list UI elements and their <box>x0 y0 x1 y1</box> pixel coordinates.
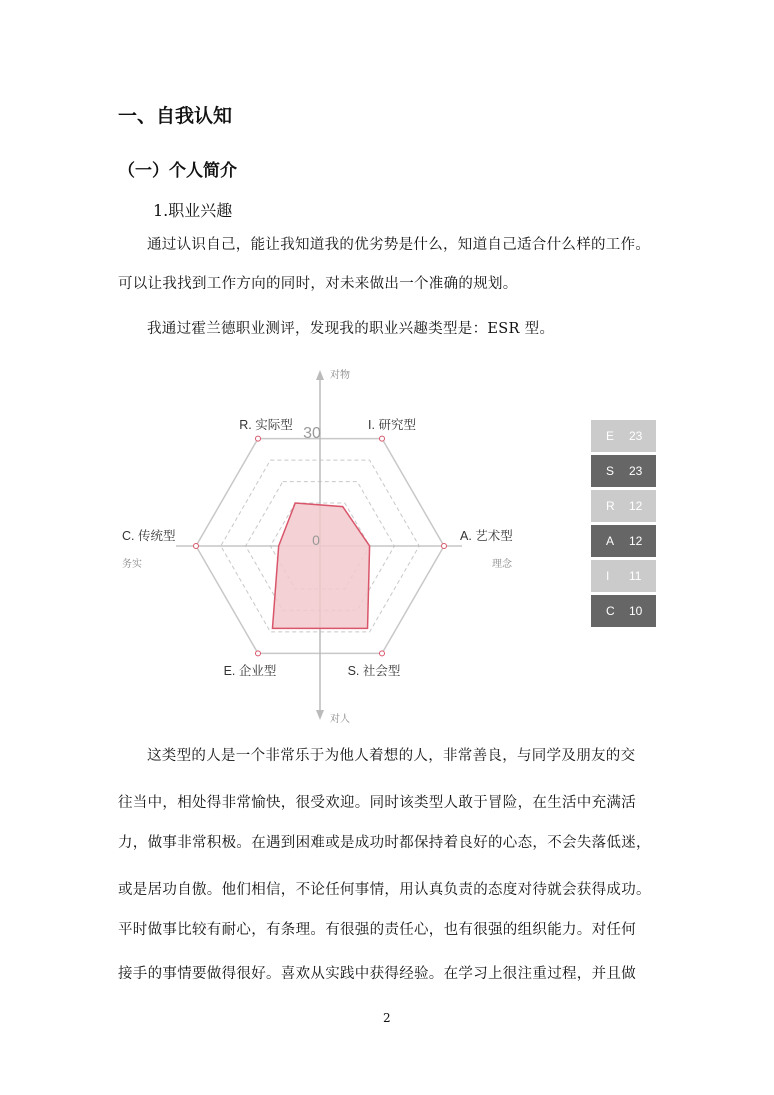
body-line-4: 或是居功自傲。他们相信，不论任何事情，用认真负责的态度对待就会获得成功。 <box>118 882 651 898</box>
vertex-dot <box>194 544 199 549</box>
dimension-label: S. 社会型 <box>347 664 401 678</box>
score-value: 10 <box>629 604 643 618</box>
score-type: E <box>606 429 615 443</box>
score-row-c <box>591 595 656 627</box>
score-type: R <box>606 499 615 513</box>
score-row-e <box>591 420 656 452</box>
body-line-5: 平时做事比较有耐心，有条理。有很强的责任心，也有很强的组织能力。对任何 <box>118 922 636 938</box>
body-line-6: 接手的事情要做得很好。喜欢从实践中获得经验。在学习上很注重过程，并且做 <box>118 966 636 982</box>
dimension-label: A. 艺术型 <box>460 529 513 543</box>
vertex-dot <box>442 544 447 549</box>
vertex-dot <box>380 651 385 656</box>
scale-max-label: 30 <box>303 425 321 442</box>
holland-radar-chart <box>100 358 580 730</box>
axis-label-bottom: 对人 <box>330 714 350 725</box>
score-type: A <box>606 534 615 548</box>
topic-heading: 1.职业兴趣 <box>153 201 233 220</box>
body-line-2: 往当中，相处得非常愉快，很受欢迎。同时该类型人敢于冒险，在生活中充满活 <box>118 795 636 811</box>
body-line-3: 力，做事非常积极。在遇到困难或是成功时都保持着良好的心态，不会失落低迷， <box>118 835 651 851</box>
score-row-s <box>591 455 656 487</box>
score-row-a <box>591 525 656 557</box>
axis-label-top: 对物 <box>330 370 350 381</box>
scale-center-label: 0 <box>312 532 320 548</box>
score-value: 12 <box>629 499 643 513</box>
score-row-r <box>591 490 656 522</box>
score-type: S <box>606 464 615 478</box>
score-row-i <box>591 560 656 592</box>
subsection-heading: （一）个人简介 <box>118 161 237 181</box>
dimension-label: R. 实际型 <box>239 418 293 432</box>
vertex-dot <box>256 651 261 656</box>
vertex-dot <box>380 436 385 441</box>
dimension-label: I. 研究型 <box>368 418 416 432</box>
score-value: 12 <box>629 534 643 548</box>
page-number: 2 <box>383 1011 391 1025</box>
intro-paragraph-line-1: 通过认识自己，能让我知道我的优劣势是什么，知道自己适合什么样的工作。 <box>147 237 651 253</box>
score-type: C <box>606 604 615 618</box>
test-result-sentence: 我通过霍兰德职业测评，发现我的职业兴趣类型是：ESR 型。 <box>147 321 555 337</box>
score-value: 11 <box>629 569 642 583</box>
body-line-1: 这类型的人是一个非常乐于为他人着想的人，非常善良，与同学及朋友的交 <box>147 748 636 764</box>
section-heading: 一、自我认知 <box>118 105 233 127</box>
dimension-label: C. 传统型 <box>122 529 176 543</box>
score-value: 23 <box>629 464 643 478</box>
score-value: 23 <box>629 429 643 443</box>
arrow-up-icon <box>316 370 324 380</box>
score-type: I <box>606 569 610 583</box>
vertex-dot <box>256 436 261 441</box>
axis-label-right: 理念 <box>492 559 512 570</box>
arrow-down-icon <box>316 710 324 720</box>
score-polygon <box>272 503 369 628</box>
axis-label-left: 务实 <box>122 559 142 570</box>
dimension-label: E. 企业型 <box>223 664 277 678</box>
intro-paragraph-line-2: 可以让我找到工作方向的同时，对未来做出一个准确的规划。 <box>118 276 518 292</box>
